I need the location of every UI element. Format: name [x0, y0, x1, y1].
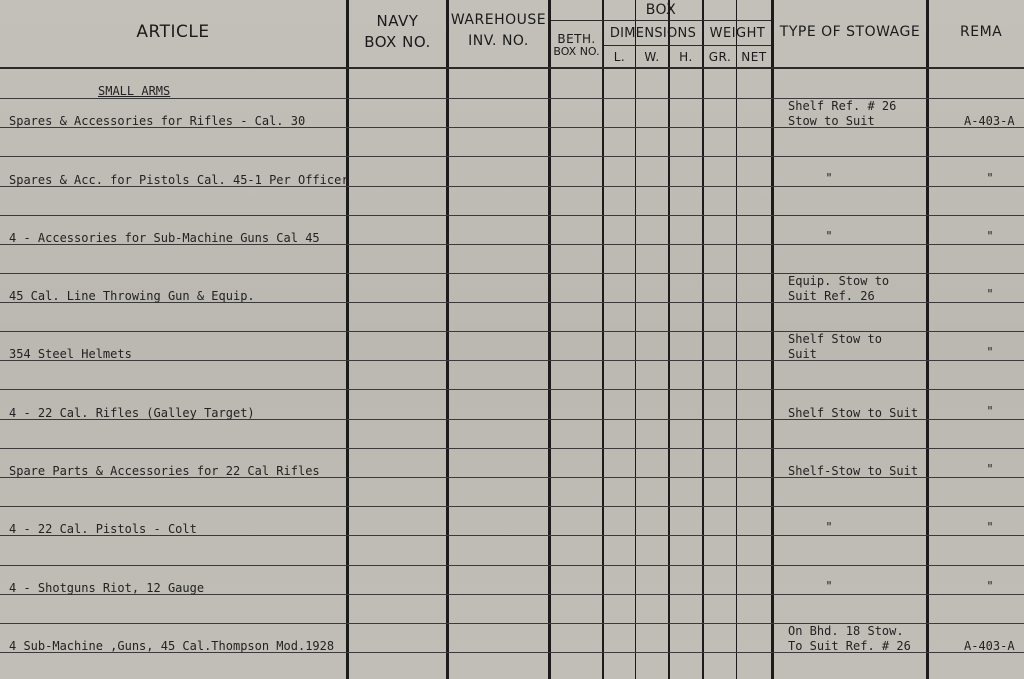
row-rule — [0, 448, 1024, 449]
row-article: Spares & Accessories for Rifles - Cal. 30 — [9, 114, 306, 128]
section-heading: SMALL ARMS — [98, 84, 171, 98]
row-article: 4 - 22 Cal. Pistols - Colt — [9, 522, 197, 536]
row-stowage-ditto: " — [825, 520, 833, 534]
beth-dim-split — [602, 20, 603, 68]
row-remark-ditto: " — [986, 462, 994, 476]
row-rule — [0, 215, 1024, 216]
row-article: 45 Cal. Line Throwing Gun & Equip. — [9, 289, 255, 303]
row-remark: A-403-A — [964, 114, 1015, 128]
row-stowage-line1: Equip. Stow to — [788, 274, 890, 288]
row-stowage-line1: Shelf Stow to — [788, 332, 882, 346]
box-header-rule — [551, 20, 771, 21]
header-weight-gr: GR. — [708, 50, 732, 64]
row-stowage-ditto: " — [825, 171, 833, 185]
header-beth-line1: BETH. — [557, 32, 596, 46]
row-article: Spare Parts & Accessories for 22 Cal Rifles — [9, 464, 320, 478]
header-dim-h: H. — [679, 50, 693, 64]
header-warehouse-line2: INV. NO. — [468, 33, 529, 49]
row-article: 4 Sub-Machine ,Guns, 45 Cal.Thompson Mod.1928 — [9, 639, 335, 653]
row-stowage-line2: Suit — [788, 347, 817, 361]
col-rule-article-right — [346, 0, 349, 679]
row-article: 4 - 22 Cal. Rifles (Galley Target) — [9, 406, 255, 420]
col-rule-navy-right — [446, 0, 449, 679]
header-article: ARTICLE — [136, 22, 210, 42]
header-navy-line1: NAVY — [376, 12, 419, 30]
col-rule-gr-right — [736, 0, 737, 679]
col-rule-dim-w-right — [668, 0, 670, 679]
row-remark-ditto: " — [986, 287, 994, 301]
row-rule — [0, 67, 1024, 69]
header-stowage: TYPE OF STOWAGE — [779, 24, 921, 40]
row-stowage-line2: Shelf Stow to Suit — [788, 406, 919, 420]
row-stowage-line2: Stow to Suit — [788, 114, 875, 128]
row-remark-ditto: " — [986, 229, 994, 243]
row-rule — [0, 506, 1024, 507]
row-rule — [0, 565, 1024, 566]
row-article: Spares & Acc. for Pistols Cal. 45-1 Per Officer — [9, 173, 349, 187]
row-article: 4 - Shotguns Riot, 12 Gauge — [9, 581, 205, 595]
row-rule — [0, 389, 1024, 390]
col-rule-weight-right — [771, 0, 774, 679]
header-dimensions: DIMENSIONS — [609, 26, 697, 41]
row-stowage-line2: Suit Ref. 26 — [788, 289, 875, 303]
row-remark-ditto: " — [986, 171, 994, 185]
col-rule-stowage-right — [926, 0, 929, 679]
col-rule-dim-h-right — [702, 0, 704, 679]
row-stowage-ditto: " — [825, 579, 833, 593]
row-stowage-line1: On Bhd. 18 Stow. — [788, 624, 904, 638]
header-remarks: REMA — [960, 24, 1003, 40]
row-remark: A-403-A — [964, 639, 1015, 653]
row-stowage-line2: To Suit Ref. # 26 — [788, 639, 911, 653]
row-rule — [0, 156, 1024, 157]
header-box: BOX — [645, 2, 677, 18]
row-article: 354 Steel Helmets — [9, 347, 132, 361]
row-remark-ditto: " — [986, 345, 994, 359]
col-rule-beth-right — [602, 0, 604, 679]
col-rule-dim-l-right — [635, 0, 636, 679]
dim-weight-sub-rule — [604, 45, 771, 46]
header-beth-line2: BOX NO. — [553, 45, 600, 58]
row-rule — [0, 360, 1024, 361]
col-rule-warehouse-right — [548, 0, 551, 679]
row-stowage-line1: Shelf Ref. # 26 — [788, 99, 897, 113]
header-dim-w: W. — [644, 50, 660, 64]
row-article: 4 - Accessories for Sub-Machine Guns Cal 45 — [9, 231, 320, 245]
header-weight-net: NET — [741, 50, 767, 64]
row-stowage-line2: Shelf-Stow to Suit — [788, 464, 919, 478]
row-remark-ditto: " — [986, 520, 994, 534]
header-weight: WEIGHT — [709, 26, 766, 41]
header-warehouse-line1: WAREHOUSE — [450, 12, 547, 28]
row-remark-ditto: " — [986, 579, 994, 593]
row-stowage-ditto: " — [825, 229, 833, 243]
header-dim-l: L. — [613, 50, 626, 64]
header-navy-line2: BOX NO. — [364, 33, 431, 51]
row-remark-ditto: " — [986, 404, 994, 418]
